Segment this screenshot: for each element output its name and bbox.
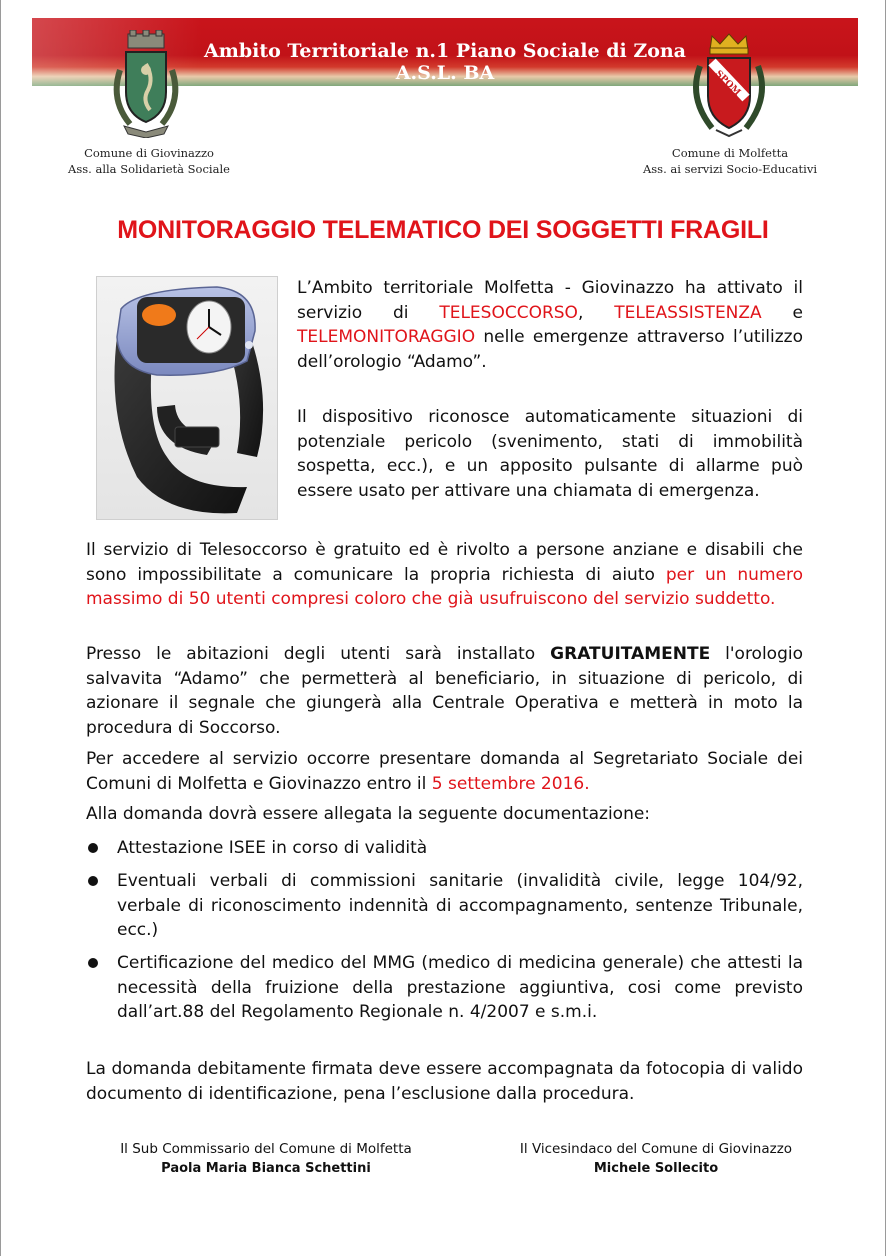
access-text: Per accedere al servizio occorre presentare domanda al Segretariato Sociale dei Comuni di Molfetta e Giovinazzo entro il xyxy=(86,749,803,794)
service-limit-highlight: per un numero massimo di 50 utenti compresi coloro che già usufruiscono del servizio suddetto. xyxy=(86,564,803,609)
intro-text-d: nelle emergenze attraverso l’utilizzo dell’orologio “Adamo”. xyxy=(297,327,803,372)
install-bold-gratuitamente: GRATUITAMENTE xyxy=(550,644,711,664)
intro-text-c: e xyxy=(761,302,803,323)
device-paragraph: Il dispositivo riconosce automaticamente situazioni di potenziale pericolo (svenimento, stati di immobilità sospetta, ecc.), e un apposito pulsante di allarme può essere usato per attivare una chiamata di emergenza. xyxy=(297,407,803,501)
bullet-dot-icon xyxy=(88,843,98,853)
page-title: MONITORAGGIO TELEMATICO DEI SOGGETTI FRAGILI xyxy=(117,216,769,244)
watch-image-icon xyxy=(97,277,277,519)
service-paragraph xyxy=(86,538,803,612)
intro-paragraph xyxy=(297,276,803,374)
doc-item-2: Eventuali verbali di commissioni sanitarie (invalidità civile, legge 104/92, verbale di riconoscimento indennità di accompagnamento, sentenze Tribunale, ecc.) xyxy=(117,871,803,940)
right-caption-1: Comune di Molfetta xyxy=(671,146,789,160)
install-paragraph xyxy=(86,642,803,740)
deadline-date: 5 settembre 2016. xyxy=(431,773,590,794)
service-text: Il servizio di Telesoccorso è gratuito ed è rivolto a persone anziane e disabili che sono impossibilitate a comunicare la propria richiesta di aiuto xyxy=(86,540,803,585)
install-text-b: l'orologio salvavita “Adamo” che permetterà al beneficiario, in situazione di pericolo, di azionare il segnale che giungerà alla Centrale Operativa e metterà in moto la procedura di Soccorso. xyxy=(86,644,803,738)
left-signature-name: Paola Maria Bianca Schettini xyxy=(161,1161,371,1176)
right-signature-name: Michele Sollecito xyxy=(593,1161,719,1176)
bullet-dot-icon xyxy=(88,876,98,886)
crest-text: SPQM xyxy=(713,68,743,98)
service-teleassistenza: TELEASSISTENZA xyxy=(614,302,762,323)
service-telemonitoraggio: TELEMONITORAGGIO xyxy=(297,327,476,347)
closing-paragraph: La domanda debitamente firmata deve essere accompagnata da fotocopia di valido documento di identificazione, pena l’esclusione dalla procedura. xyxy=(86,1059,803,1104)
giovinazzo-crest-icon xyxy=(106,30,186,138)
adamo-watch-photo xyxy=(96,276,278,520)
page-left-edge xyxy=(0,0,1,1256)
intro-text-a: L’Ambito territoriale Molfetta - Giovinazzo ha attivato il servizio di xyxy=(297,278,803,323)
right-caption-2: Ass. ai servizi Socio-Educativi xyxy=(642,162,818,176)
left-signature-role: Il Sub Commissario del Comune di Molfetta xyxy=(120,1141,412,1157)
access-paragraph xyxy=(86,747,803,796)
service-telesoccorso: TELESOCCORSO xyxy=(439,302,578,323)
left-caption-1: Comune di Giovinazzo xyxy=(84,146,214,160)
docs-intro: Alla domanda dovrà essere allegata la seguente documentazione: xyxy=(86,804,651,824)
install-text-a: Presso le abitazioni degli utenti sarà installato xyxy=(86,644,551,664)
left-caption-2: Ass. alla Solidarietà Sociale xyxy=(68,162,230,176)
right-signature-role: Il Vicesindaco del Comune di Giovinazzo xyxy=(519,1141,793,1157)
molfetta-crest-icon xyxy=(686,32,772,142)
doc-item-1: Attestazione ISEE in corso di validità xyxy=(117,838,428,858)
doc-item-3: Certificazione del medico del MMG (medico di medicina generale) che attesti la necessità della fruizione della prestazione aggiuntiva, cosi come previsto dall’art.88 del Regolamento Regionale n. 4/2007 e s.m.i. xyxy=(117,953,803,1022)
banner-title-line1: Ambito Territoriale n.1 Piano Sociale di Zona xyxy=(204,40,686,62)
bullet-dot-icon xyxy=(88,958,98,968)
intro-text-b: , xyxy=(577,302,615,323)
banner-title-line2: A.S.L. BA xyxy=(395,62,495,84)
